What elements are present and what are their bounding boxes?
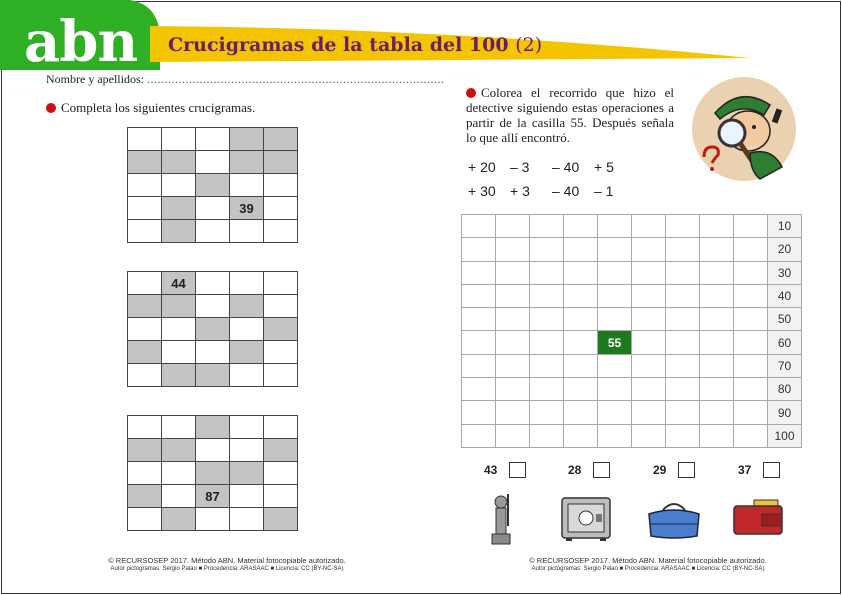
grid-cell[interactable] [666,424,700,447]
grid-cell[interactable] [462,215,496,238]
choice-bag[interactable] [653,462,695,478]
operation: + 20 [468,159,496,175]
crossword-cell[interactable] [264,174,298,197]
grid-cell[interactable] [598,354,632,377]
grid-cell[interactable] [496,424,530,447]
operation: – 40 [552,183,580,199]
grid-cell[interactable] [530,401,564,424]
crossword-cell[interactable] [264,220,298,243]
grid-cell[interactable] [598,378,632,401]
grid-cell[interactable] [496,308,530,331]
operation: – 3 [510,159,530,175]
grid-cell[interactable] [496,238,530,261]
crossword-cell[interactable] [264,151,298,174]
bullet-icon [466,88,476,98]
grid-cell[interactable] [666,331,700,354]
travel-bag-icon [645,498,703,540]
grid-cell[interactable] [700,215,734,238]
crossword-cell[interactable] [128,295,162,318]
grid-cell[interactable] [734,378,768,401]
crossword-number: 39 [230,197,264,220]
grid-cell[interactable] [530,284,564,307]
crossword-number: 87 [196,485,230,508]
choice-number: 37 [738,463,752,477]
grid-cell[interactable] [530,354,564,377]
operations-row [468,155,636,179]
grid-cell[interactable] [496,354,530,377]
grid-cell[interactable] [462,284,496,307]
grid-cell[interactable] [666,354,700,377]
row-label: 40 [768,284,802,307]
grid-cell[interactable] [462,238,496,261]
footer-left [77,556,377,572]
row-label: 80 [768,378,802,401]
crossword-cell[interactable] [264,439,298,462]
grid-cell[interactable] [496,215,530,238]
crossword-cell[interactable] [230,341,264,364]
page-title: Crucigramas de la tabla del 100 (2) [168,34,543,56]
grid-cell[interactable] [666,238,700,261]
choice-number: 43 [484,463,498,477]
crossword-number: 44 [162,272,196,295]
crossword-2[interactable] [127,271,298,387]
grid-cell[interactable] [700,284,734,307]
grid-cell[interactable] [564,354,598,377]
crossword-cell[interactable] [196,174,230,197]
grid-cell[interactable] [734,261,768,284]
grid-cell[interactable] [496,331,530,354]
checkbox[interactable] [509,462,526,478]
crossword-3[interactable] [127,415,298,531]
row-label: 100 [768,424,802,447]
row-label: 20 [768,238,802,261]
wallet-icon [732,498,784,538]
grid-cell[interactable] [632,424,666,447]
crossword-cell[interactable] [128,508,162,531]
crossword-cell[interactable] [196,220,230,243]
grid-cell[interactable] [462,401,496,424]
grid-cell[interactable] [734,354,768,377]
row-label: 70 [768,354,802,377]
crossword-cell[interactable] [128,151,162,174]
detective-icon [690,75,800,185]
crossword-cell[interactable] [264,341,298,364]
statue-icon [486,490,516,546]
checkbox[interactable] [763,462,780,478]
grid-cell[interactable] [734,424,768,447]
choice-safe[interactable] [568,462,610,478]
crossword-cell[interactable] [230,508,264,531]
crossword-cell[interactable] [230,151,264,174]
grid-cell[interactable] [700,354,734,377]
grid-cell[interactable] [666,261,700,284]
crossword-cell[interactable] [196,508,230,531]
bullet-icon [46,103,56,113]
crossword-cell[interactable] [162,416,196,439]
crossword-cell[interactable] [264,485,298,508]
grid-cell[interactable] [462,331,496,354]
grid-cell[interactable] [530,331,564,354]
footer-copyright: © RECURSOSEP 2017. Método ABN. Material fotocopiable autorizado. [529,556,767,565]
grid-cell[interactable] [734,401,768,424]
row-label: 60 [768,331,802,354]
crossword-cell[interactable] [128,485,162,508]
crossword-cell[interactable] [128,416,162,439]
crossword-cell[interactable] [128,174,162,197]
crossword-cell[interactable] [196,151,230,174]
operations-row [468,179,636,203]
grid-cell[interactable] [700,401,734,424]
grid-cell[interactable] [666,215,700,238]
grid-cell[interactable] [530,378,564,401]
crossword-cell[interactable] [162,151,196,174]
crossword-cell[interactable] [162,439,196,462]
crossword-cell[interactable] [196,128,230,151]
detective-instruction: Colorea el recorrido que hizo el detective siguiendo estas operaciones a partir de la casilla 55. Después señala lo que allí encontró. [466,85,674,145]
choice-statue[interactable] [484,462,526,478]
crossword-cell[interactable] [128,197,162,220]
crossword-cell[interactable] [162,174,196,197]
safe-icon [560,496,612,542]
checkbox[interactable] [678,462,695,478]
crossword-cell[interactable] [196,341,230,364]
grid-cell[interactable] [734,308,768,331]
crossword-cell[interactable] [196,272,230,295]
operation: + 5 [594,159,614,175]
crossword-cell[interactable] [264,295,298,318]
grid-cell[interactable] [530,424,564,447]
grid-cell[interactable] [564,284,598,307]
grid-cell[interactable] [564,308,598,331]
operation: + 3 [510,183,530,199]
grid-cell[interactable] [598,284,632,307]
grid-cell[interactable] [666,378,700,401]
choice-number: 28 [568,463,582,477]
grid-cell[interactable] [632,238,666,261]
footer-credits: Autor pictogramas: Sergio Palao ■ Procedencia: ARASAAC ■ Licencia: CC (BY-NC-SA) [531,566,765,572]
choice-number: 29 [653,463,667,477]
grid-cell[interactable] [632,401,666,424]
crossword-cell[interactable] [230,462,264,485]
crossword-cell[interactable] [230,220,264,243]
crossword-cell[interactable] [264,364,298,387]
grid-cell[interactable] [666,284,700,307]
crossword-cell[interactable] [230,416,264,439]
start-cell[interactable]: 55 [598,331,632,354]
crossword-cell[interactable] [128,439,162,462]
crossword-cell[interactable] [162,485,196,508]
grid-cell[interactable] [530,215,564,238]
row-label: 10 [768,215,802,238]
crossword-cell[interactable] [162,462,196,485]
crossword-cell[interactable] [162,364,196,387]
crossword-cell[interactable] [230,128,264,151]
grid-cell[interactable] [462,378,496,401]
crossword-cell[interactable] [162,295,196,318]
grid-cell[interactable] [734,284,768,307]
grid-cell[interactable] [700,261,734,284]
crossword-cell[interactable] [162,128,196,151]
grid-cell[interactable] [462,424,496,447]
grid-cell[interactable] [632,354,666,377]
footer-credits: Autor pictogramas: Sergio Palao ■ Procedencia: ARASAAC ■ Licencia: CC (BY-NC-SA) [110,566,344,572]
grid-cell[interactable] [700,424,734,447]
operation: + 30 [468,183,496,199]
grid-cell[interactable] [632,331,666,354]
grid-cell[interactable] [632,308,666,331]
grid-cell[interactable] [700,238,734,261]
grid-cell[interactable] [632,261,666,284]
grid-cell[interactable] [666,401,700,424]
crossword-cell[interactable] [196,197,230,220]
footer-right [498,556,798,572]
crossword-cell[interactable] [230,174,264,197]
crossword-1[interactable] [127,127,298,243]
grid-cell[interactable] [564,378,598,401]
row-label: 90 [768,401,802,424]
footer-copyright: © RECURSOSEP 2017. Método ABN. Material fotocopiable autorizado. [108,556,346,565]
crossword-cell[interactable] [128,128,162,151]
row-label: 50 [768,308,802,331]
abn-logo: abn [24,9,138,75]
crossword-cell[interactable] [196,318,230,341]
crossword-cell[interactable] [162,197,196,220]
crossword-cell[interactable] [264,197,298,220]
crossword-cell[interactable] [128,341,162,364]
crossword-cell[interactable] [264,128,298,151]
crossword-cell[interactable] [230,318,264,341]
crossword-cell[interactable] [128,220,162,243]
grid-cell[interactable] [462,261,496,284]
grid-cell[interactable] [564,331,598,354]
crossword-cell[interactable] [230,439,264,462]
crossword-cell[interactable] [230,485,264,508]
crossword-cell[interactable] [264,318,298,341]
grid-cell[interactable] [734,238,768,261]
crossword-cell[interactable] [196,364,230,387]
operations-list [468,155,636,203]
grid-cell[interactable] [598,238,632,261]
grid-cell[interactable] [598,401,632,424]
choice-wallet[interactable] [738,462,780,478]
grid-cell[interactable] [496,401,530,424]
grid-cell[interactable] [564,261,598,284]
crossword-cell[interactable] [230,364,264,387]
crossword-cell[interactable] [264,508,298,531]
grid-cell[interactable] [598,308,632,331]
grid-cell[interactable] [530,261,564,284]
grid-cell[interactable] [666,308,700,331]
crossword-cell[interactable] [128,318,162,341]
grid-cell[interactable] [700,378,734,401]
grid-cell[interactable] [564,401,598,424]
crossword-cell[interactable] [196,416,230,439]
crossword-cell[interactable] [264,462,298,485]
row-label: 30 [768,261,802,284]
grid-cell[interactable] [496,378,530,401]
grid-cell[interactable] [564,238,598,261]
crossword-cell[interactable] [162,341,196,364]
crossword-cell[interactable] [162,220,196,243]
crossword-cell[interactable] [196,462,230,485]
name-field[interactable]: Nombre y apellidos: ..................................................................................... [46,72,445,86]
grid-cell[interactable] [530,308,564,331]
crossword-cell[interactable] [230,295,264,318]
grid-cell[interactable] [564,424,598,447]
grid-cell[interactable] [700,308,734,331]
operation: – 1 [594,183,614,199]
grid-cell[interactable] [700,331,734,354]
grid-cell[interactable] [598,215,632,238]
crossword-cell[interactable] [264,416,298,439]
grid-cell[interactable] [632,215,666,238]
grid-cell[interactable] [734,215,768,238]
grid-cell[interactable] [632,378,666,401]
crossword-cell[interactable] [162,318,196,341]
crossword-cell[interactable] [128,364,162,387]
grid-cell[interactable] [496,261,530,284]
grid-cell[interactable] [598,261,632,284]
grid-cell[interactable] [496,284,530,307]
crossword-cell[interactable] [128,272,162,295]
grid-cell[interactable] [530,238,564,261]
crossword-cell[interactable] [196,295,230,318]
grid-cell[interactable] [462,354,496,377]
crossword-cell[interactable] [230,272,264,295]
hundred-grid[interactable] [461,214,802,448]
crossword-instruction: Completa los siguientes crucigramas. [46,100,255,116]
grid-cell[interactable] [632,284,666,307]
grid-cell[interactable] [598,424,632,447]
grid-cell[interactable] [564,215,598,238]
operation: – 40 [552,159,580,175]
grid-cell[interactable] [734,331,768,354]
checkbox[interactable] [593,462,610,478]
grid-cell[interactable] [462,308,496,331]
crossword-cell[interactable] [128,462,162,485]
crossword-cell[interactable] [162,508,196,531]
crossword-cell[interactable] [196,439,230,462]
crossword-cell[interactable] [264,272,298,295]
